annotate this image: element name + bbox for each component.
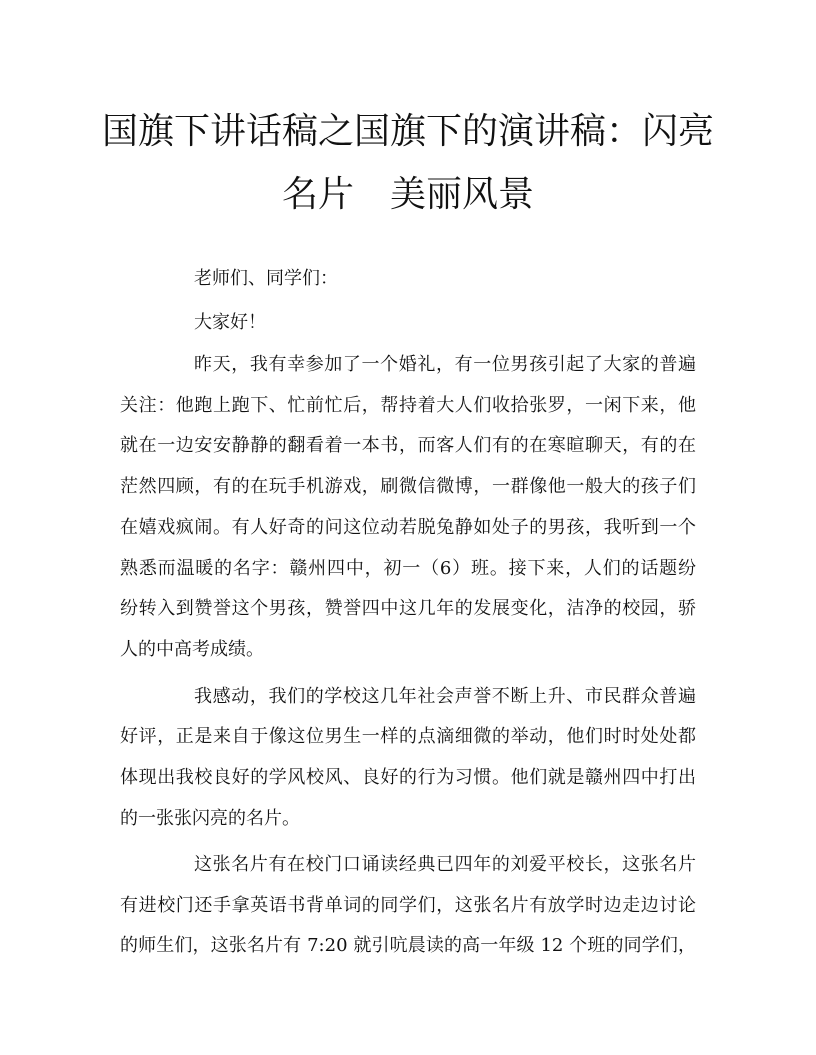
paragraph-1-line: 茫然四顾，有的在玩手机游戏，刷微信微博，一群像他一般大的孩子们	[120, 476, 696, 497]
paragraph-2-line: 的一张张闪亮的名片。	[120, 808, 300, 829]
paragraph-1-line: 纷转入到赞誉这个男孩，赞誉四中这几年的发展变化，洁净的校园，骄	[120, 598, 696, 619]
paragraph-2-line: 我感动，我们的学校这几年社会声誉不断上升、市民群众普遍	[194, 686, 696, 707]
paragraph-1-line: 人的中高考成绩。	[120, 639, 264, 660]
salutation: 大家好！	[194, 312, 266, 333]
paragraph-1-line: 熟悉而温暖的名字：赣州四中，初一（6）班。接下来，人们的话题纷	[120, 558, 696, 579]
paragraph-3-line: 有进校门还手拿英语书背单词的同学们，这张名片有放学时边走边讨论	[120, 895, 696, 916]
paragraph-1-line: 在嬉戏疯闹。有人好奇的问这位动若脱兔静如处子的男孩，我听到一个	[120, 517, 696, 538]
document-title-line-2: 名片 美丽风景	[281, 174, 534, 215]
paragraph-1-line: 关注：他跑上跑下、忙前忙后，帮持着大人们收拾张罗，一闲下来，他	[120, 395, 696, 416]
paragraph-2-line: 体现出我校良好的学风校风、良好的行为习惯。他们就是赣州四中打出	[120, 767, 696, 788]
paragraph-3-line: 这张名片有在校门口诵读经典已四年的刘爱平校长，这张名片	[194, 854, 696, 875]
paragraph-2-line: 好评，正是来自于像这位男生一样的点滴细微的举动，他们时时处处都	[120, 726, 696, 747]
paragraph-1-line: 就在一边安安静静的翻看着一本书，而客人们有的在寒暄聊天，有的在	[120, 435, 696, 456]
document-title-line-1: 国旗下讲话稿之国旗下的演讲稿：闪亮	[101, 111, 714, 152]
paragraph-1-line: 昨天，我有幸参加了一个婚礼，有一位男孩引起了大家的普遍	[194, 354, 696, 375]
greeting: 老师们、同学们：	[194, 268, 338, 289]
paragraph-3-line: 的师生们，这张名片有 7:20 就引吭晨读的高一年级 12 个班的同学们，	[120, 935, 696, 956]
